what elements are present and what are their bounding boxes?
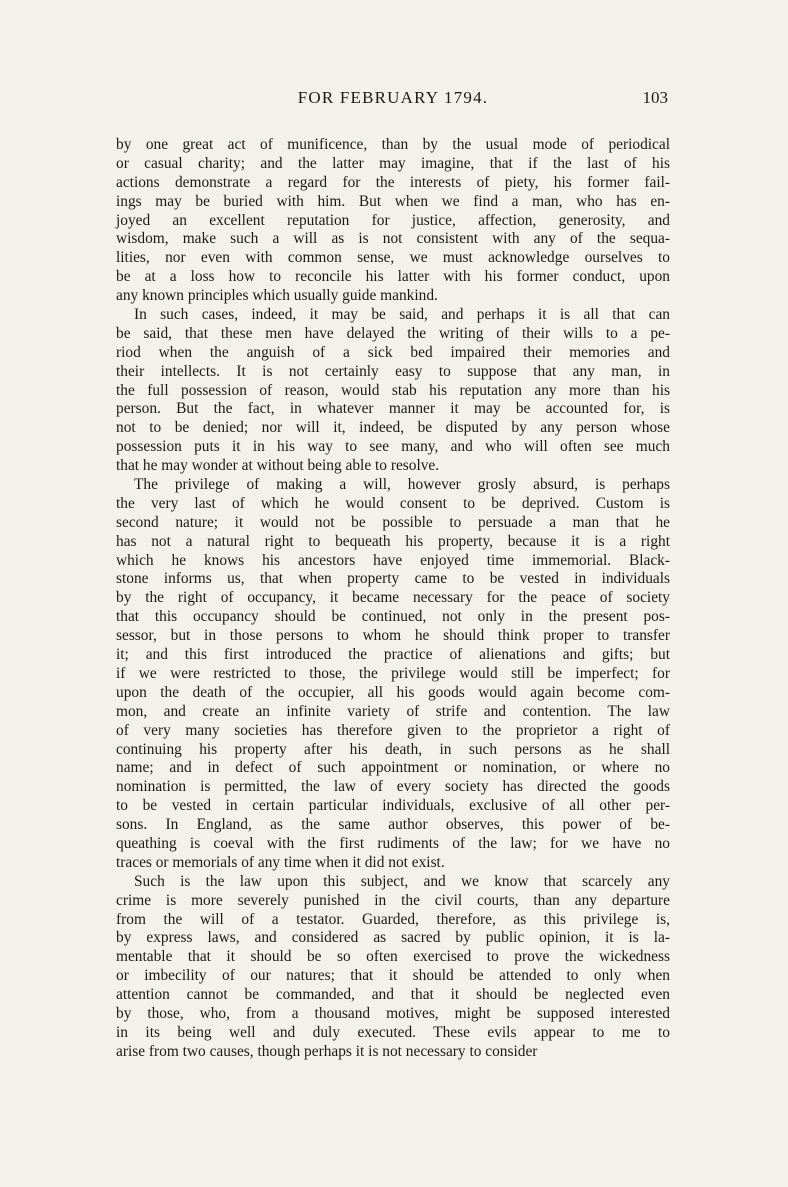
- text-line: upon the death of the occupier, all his goods would again become com-: [116, 683, 670, 701]
- text-line: by one great act of munificence, than by the usual mode of periodical: [116, 136, 670, 153]
- page-number: 103: [642, 88, 668, 107]
- text-line: lities, nor even with common sense, we must acknowledge ourselves to: [116, 249, 670, 267]
- text-line: by express laws, and considered as sacred by public opinion, it is la-: [116, 929, 670, 947]
- text-line: attention cannot be commanded, and that it should be neglected even: [116, 986, 670, 1004]
- text-line: joyed an excellent reputation for justice, affection, generosity, and: [116, 211, 670, 229]
- text-line: the very last of which he would consent to be deprived. Custom is: [116, 494, 670, 512]
- running-title: FOR FEBRUARY 1794.: [297, 88, 489, 107]
- text-line: has not a natural right to bequeath his property, because it is a right: [116, 532, 670, 550]
- paragraph: [116, 136, 670, 306]
- text-line: by the right of occupancy, it became necessary for the peace of society: [116, 589, 670, 607]
- text-line: In such cases, indeed, it may be said, and perhaps it is all that can: [134, 306, 670, 324]
- body-text: [116, 136, 670, 1062]
- text-line: traces or memorials of any time when it did not exist.: [116, 853, 445, 871]
- text-line: be at a loss how to reconcile his latter with his former conduct, upon: [116, 268, 670, 286]
- text-line: person. But the fact, in whatever manner it may be accounted for, is: [116, 400, 670, 418]
- paragraph: [116, 873, 670, 1062]
- text-line: if we were restricted to those, the privilege would still be imperfect; for: [116, 664, 670, 682]
- text-line: continuing his property after his death, in such persons as he shall: [116, 740, 670, 758]
- text-line: or casual charity; and the latter may imagine, that if the last of his: [116, 154, 670, 172]
- text-line: their intellects. It is not certainly easy to suppose that any man, in: [116, 362, 670, 380]
- text-line: mon, and create an infinite variety of strife and contention. The law: [116, 702, 670, 720]
- text-line: any known principles which usually guide mankind.: [116, 287, 438, 305]
- text-line: or imbecility of our natures; that it should be attended to only when: [116, 967, 670, 985]
- text-line: possession puts it in his way to see many, and who will often see much: [116, 438, 670, 456]
- text-line: in its being well and duly executed. These evils appear to me to: [116, 1023, 670, 1041]
- text-line: the full possession of reason, would stab his reputation any more than his: [116, 381, 670, 399]
- text-line: The privilege of making a will, however grosly absurd, is perhaps: [134, 476, 670, 494]
- text-line: sessor, but in those persons to whom he should think proper to transfer: [116, 627, 670, 645]
- text-line: be said, that these men have delayed the writing of their wills to a pe-: [116, 324, 670, 342]
- text-line: to be vested in certain particular individuals, exclusive of all other per-: [116, 797, 670, 815]
- text-line: second nature; it would not be possible to persuade a man that he: [116, 513, 670, 531]
- text-line: which he knows his ancestors have enjoyed time immemorial. Black-: [116, 551, 670, 569]
- text-line: nomination is permitted, the law of every society has directed the goods: [116, 778, 670, 796]
- text-line: that he may wonder at without being able to resolve.: [116, 457, 440, 475]
- text-line: arise from two causes, though perhaps it is not necessary to consider: [116, 1042, 538, 1060]
- text-line: wisdom, make such a will as is not consistent with any of the sequa-: [116, 230, 670, 248]
- text-line: of very many societies has therefore given to the proprietor a right of: [116, 721, 670, 739]
- text-line: that this occupancy should be continued, not only in the present pos-: [116, 608, 670, 626]
- text-line: from the will of a testator. Guarded, therefore, as this privilege is,: [116, 910, 670, 928]
- text-line: name; and in defect of such appointment or nomination, or where no: [116, 759, 670, 777]
- running-head: [118, 88, 668, 114]
- text-line: crime is more severely punished in the civil courts, than any departure: [116, 891, 670, 909]
- text-line: actions demonstrate a regard for the interests of piety, his former fail-: [116, 173, 670, 191]
- text-line: sons. In England, as the same author observes, this power of be-: [116, 816, 670, 834]
- text-line: riod when the anguish of a sick bed impaired their memories and: [116, 343, 670, 361]
- text-line: Such is the law upon this subject, and we know that scarcely any: [134, 872, 670, 890]
- paragraph: [116, 306, 670, 476]
- paragraph: [116, 476, 670, 873]
- text-line: ings may be buried with him. But when we find a man, who has en-: [116, 192, 670, 210]
- text-line: mentable that it should be so often exercised to prove the wickedness: [116, 948, 670, 966]
- text-line: it; and this first introduced the practice of alienations and gifts; but: [116, 646, 670, 664]
- text-line: by those, who, from a thousand motives, might be supposed interested: [116, 1004, 670, 1022]
- text-line: not to be denied; nor will it, indeed, be disputed by any person whose: [116, 419, 670, 437]
- text-line: queathing is coeval with the first rudiments of the law; for we have no: [116, 834, 670, 852]
- text-line: stone informs us, that when property came to be vested in individuals: [116, 570, 670, 588]
